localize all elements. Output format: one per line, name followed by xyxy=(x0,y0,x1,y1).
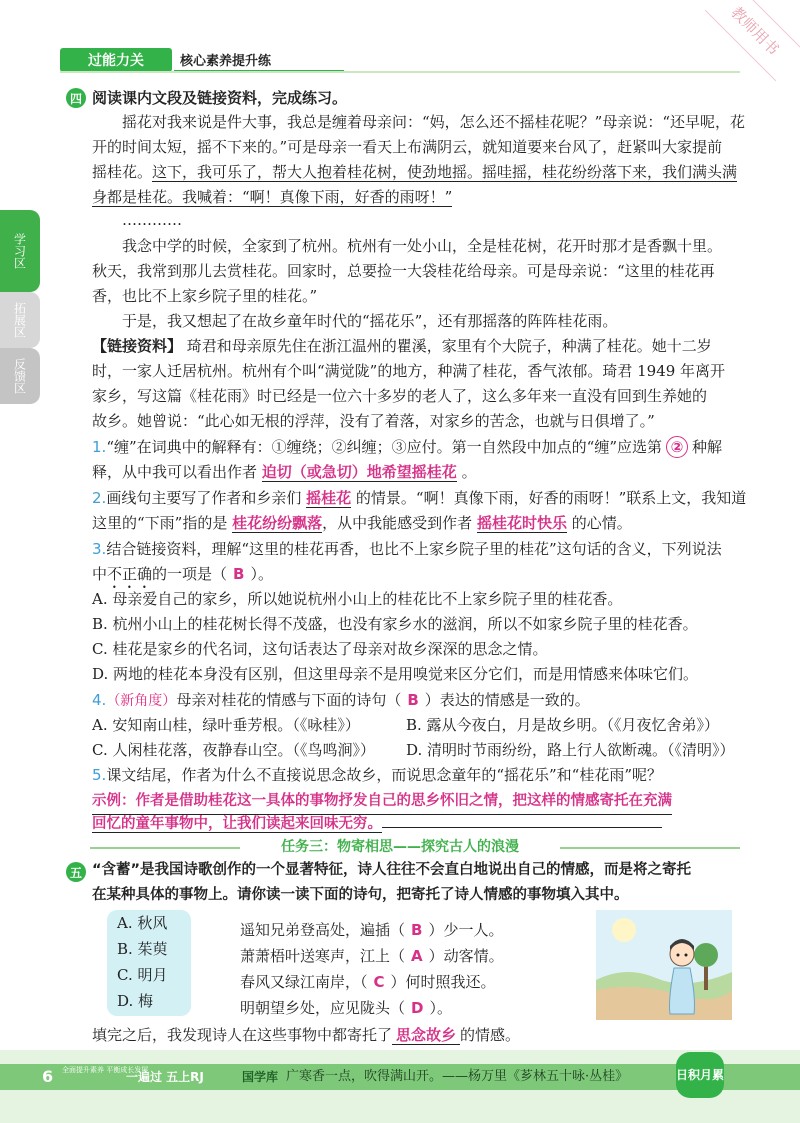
moon-icon xyxy=(612,918,636,942)
side-tab-extend: 拓展区 xyxy=(0,292,40,348)
q3-option-d: D. 两地的桂花本身没有区别，但这里母亲不是用嗅觉来区分它们，而是用情感来体味它们。 xyxy=(92,665,699,683)
q5-answer-line2[interactable]: 回忆的童年事物中，让我们读起来回味无穷。 xyxy=(92,812,662,837)
daily-accumulation-badge: 日积月累 xyxy=(676,1052,724,1098)
section-subtitle: 核心素养提升练 xyxy=(174,48,344,72)
q5-final-answer[interactable]: 思念故乡 xyxy=(392,1026,460,1045)
teacher-edition-stamp: 教师用书 xyxy=(705,0,800,81)
passage-p1-line3: 摇桂花。这下，我可乐了，帮大人抱着桂花树，使劲地摇。摇哇摇，桂花纷纷落下来，我们满头满 xyxy=(92,163,738,181)
passage-p1-line1: 摇花对我来说是件大事，我总是缠着母亲问：“妈，怎么还不摇桂花呢？”母亲说：“还早呢，花 xyxy=(122,113,746,131)
q2-answer-blank-2[interactable]: 桂花纷纷飘落 xyxy=(232,514,323,532)
passage-ellipsis: ………… xyxy=(122,211,182,229)
header-divider xyxy=(60,71,740,73)
q1-line2: 释，从中我可以看出作者 迫切（或急切）地希望摇桂花 。 xyxy=(92,463,477,481)
poem-2-answer[interactable]: A xyxy=(411,947,423,965)
q5-line1: 5.课文结尾，作者为什么不直接说思念故乡，而说思念童年的“摇花乐”和“桂花雨”呢？ xyxy=(92,766,662,784)
footer-quote: 广寒香一点，吹得满山开。——杨万里《芗林五十咏·丛桂》 xyxy=(286,1069,629,1084)
link-material-line4: 故乡。她曾说：“此心如无根的浮萍，没有了着落，对家乡的苦念，也就与日俱增了。” xyxy=(92,412,655,430)
poem-line-3: 春风又绿江南岸，（ C ）何时照我还。 xyxy=(240,973,496,991)
q3-option-b: B. 杭州小山上的桂花树长得不茂盛，也没有家乡水的滋润，所以不如家乡院子里的桂花香。 xyxy=(92,615,698,633)
poem-4-answer[interactable]: D xyxy=(411,999,424,1017)
quote-label: 国学库 xyxy=(242,1070,279,1084)
task-divider-left xyxy=(90,847,240,849)
task-heading: 任务三：物寄相思——探究古人的浪漫 xyxy=(281,839,519,855)
section-label: 过能力关 xyxy=(60,48,172,72)
poem-line-1: 遥知兄弟登高处，遍插（ B ）少一人。 xyxy=(240,921,504,939)
q5-instruction-line1: “含蓄”是我国诗歌创作的一个显著特征，诗人往往不会直白地说出自己的情感，而是将之寄托 xyxy=(92,862,692,878)
poem-line-2: 萧萧梧叶送寒声，江上（ A ）动客情。 xyxy=(240,947,504,965)
q4-option-a: A. 安知南山桂，绿叶垂芳根。（《咏桂》） xyxy=(92,716,360,734)
q3-line2: 中不正确的一项是（ B ）。 xyxy=(92,565,273,583)
passage-p3-line1: 于是，我又想起了在故乡童年时代的“摇花乐”，还有那摇落的阵阵桂花雨。 xyxy=(122,312,618,330)
q3-option-a: A. 母亲爱自己的家乡，所以她说杭州小山上的桂花比不上家乡院子里的桂花香。 xyxy=(92,590,623,608)
poem-3-answer[interactable]: C xyxy=(373,973,385,991)
q2-line1: 2.画线句主要写了作者和乡亲们 摇桂花 的情景。“啊！真像下雨，好香的雨呀！”联系上文，我知道 xyxy=(92,489,747,507)
brand-name: 一遍过 五上RJ xyxy=(126,1070,204,1084)
word-options-box xyxy=(107,910,191,1016)
word-option-a: A. 秋风 xyxy=(117,914,168,932)
brand-tagline: 全面提升素养 平衡成长发展 xyxy=(62,1066,149,1074)
poem-1-answer[interactable]: B xyxy=(411,921,423,939)
poem-line-4: 明朝望乡处，应见陇头（ D ）。 xyxy=(240,999,452,1017)
task-divider-right xyxy=(560,847,740,849)
side-tab-study: 学习区 xyxy=(0,210,40,292)
passage-p1-line4: 身都是桂花。我喊着：“啊！真像下雨，好香的雨呀！” xyxy=(92,188,453,206)
page-number: 6 xyxy=(42,1067,54,1086)
q2-answer-blank-1[interactable]: 摇桂花 xyxy=(306,489,352,507)
q4-answer[interactable]: B xyxy=(407,691,419,709)
link-material-line1: 【链接资料】 琦君和母亲原先住在浙江温州的瞿溪，家里有个大院子，种满了桂花。她十二岁 xyxy=(92,337,712,355)
q4-option-d: D. 清明时节雨纷纷，路上行人欲断魂。（《清明》） xyxy=(406,741,735,759)
passage-p2-line3: 香，也比不上家乡院子里的桂花。” xyxy=(92,287,318,305)
q5-instruction-line2: 在某种具体的事物上。请你读一读下面的诗句，把寄托了诗人情感的事物填入其中。 xyxy=(92,887,629,903)
q1-answer-blank[interactable]: 迫切（或急切）地希望摇桂花 xyxy=(261,463,457,481)
passage-p1-line2: 开的时间太短，摇不下来的。”可是母亲一看天上布满阴云，就知道要来台风了，赶紧叫大家提前 xyxy=(92,138,723,156)
q3-option-c: C. 桂花是家乡的代名词，这句话表达了母亲对故乡深深的思念之情。 xyxy=(92,640,548,658)
passage-p2-line2: 秋天，我常到那儿去赏桂花。回家时，总要捡一大袋桂花给母亲。可是母亲说：“这里的桂花再 xyxy=(92,262,715,280)
word-option-b: B. 茱萸 xyxy=(117,940,168,958)
poet-illustration xyxy=(596,910,732,1020)
link-material-line3: 家乡，写这篇《桂花雨》时已经是一位六十多岁的老人了，这么多年来一直没有回到生养她的 xyxy=(92,387,708,405)
q2-answer-blank-3[interactable]: 摇桂花时快乐 xyxy=(476,514,567,532)
q2-line2: 这里的“下雨”指的是 桂花纷纷飘落，从中我能感受到作者 摇桂花时快乐 的心情。 xyxy=(92,514,632,532)
word-option-d: D. 梅 xyxy=(117,992,154,1010)
side-tab-feedback: 反馈区 xyxy=(0,348,40,404)
question-badge-4: 四 xyxy=(66,88,86,108)
link-material-line2: 时，一家人迁居杭州。杭州有个叫“满觉陇”的地方，种满了桂花，香气浓郁。琦君 1949 年离开 xyxy=(92,362,726,380)
q1-line1: 1.“缠”在词典中的解释有：①缠绕；②纠缠；③应付。第一自然段中加点的“缠”应选第 ② 种解 xyxy=(92,438,723,456)
q4-option-b: B. 露从今夜白，月是故乡明。（《月夜忆舍弟》） xyxy=(406,716,720,734)
passage-p2-line1: 我念中学的时候，全家到了杭州。杭州有一处小山，全是桂花树，花开时那才是香飘十里。 xyxy=(122,237,723,255)
q3-line1: 3.结合链接资料，理解“这里的桂花再香，也比不上家乡院子里的桂花”这句话的含义，下列说法 xyxy=(92,540,722,558)
q4-instruction: 阅读课内文段及链接资料，完成练习。 xyxy=(92,89,348,107)
question-badge-5: 五 xyxy=(66,862,86,882)
q5-final-line: 填完之后，我发现诗人在这些事物中都寄托了 思念故乡 的情感。 xyxy=(92,1026,521,1044)
word-option-c: C. 明月 xyxy=(117,966,168,984)
q4-option-c: C. 人闲桂花落，夜静春山空。（《鸟鸣涧》） xyxy=(92,741,375,759)
q4-line1: 4.（新角度）母亲对桂花的情感与下面的诗句（ B ）表达的情感是一致的。 xyxy=(92,691,590,709)
q5-answer-line1[interactable]: 示例：作者是借助桂花这一具体的事物抒发自己的思乡怀旧之情，把这样的情感寄托在充满 xyxy=(92,789,672,815)
q1-answer-choice[interactable]: ② xyxy=(666,436,688,458)
q3-answer[interactable]: B xyxy=(233,565,245,583)
